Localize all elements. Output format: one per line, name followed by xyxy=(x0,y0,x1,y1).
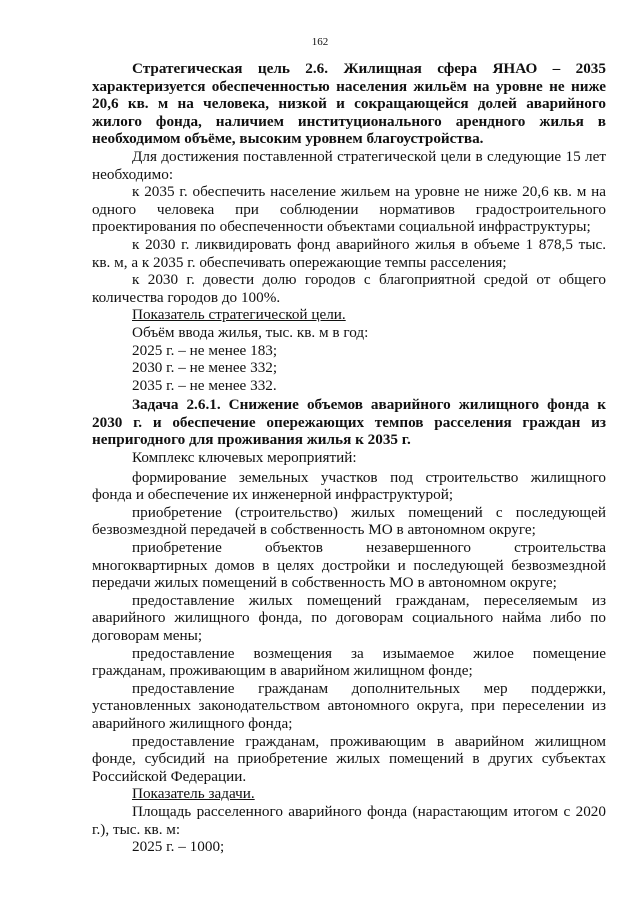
strategic-goal-lead: Стратегическая цель 2.6. Жилищная сфера ЯНАО – 2035 xyxy=(132,60,606,77)
strategic-indicator-metric: Объём ввода жилья, тыс. кв. м в год: xyxy=(132,323,369,341)
goal-item: к 2030 г. довести долю городов с благоприятной средой от общего количества городов до 100%. xyxy=(92,271,606,306)
strategic-goal-paragraph xyxy=(92,60,606,148)
strategic-goal-text: характеризуется обеспеченностью населения жильём на уровне не ниже 20,6 кв. м на человека, низкой и сокращающейся долей аварийного жилого фонда, наличием институционального арендного жилья в необходимом объёме, высоким уровнем благоустройства. xyxy=(92,77,606,148)
measures-title: Комплекс ключевых мероприятий: xyxy=(132,449,357,467)
indicator-value: 2035 г. – не менее 332. xyxy=(132,376,277,394)
measure-item: формирование земельных участков под строительство жилищного фонда и обеспечение их инженерной инфраструктурой; xyxy=(92,468,606,504)
task-indicator-metric: Площадь расселенного аварийного фонда (нарастающим итогом с 2020 г.), тыс. кв. м: xyxy=(92,802,606,838)
indicator-value: 2030 г. – не менее 332; xyxy=(132,359,278,377)
intro-paragraph: Для достижения поставленной стратегической цели в следующие 15 лет необходимо: xyxy=(92,147,606,183)
task-indicator-title: Показатель задачи. xyxy=(132,785,255,803)
measure-item: предоставление гражданам дополнительных мер поддержки, установленных законодательством автономного округа, при переселении из аварийного жилищного фонда; xyxy=(92,679,606,732)
measure-item: приобретение объектов незавершенного строительства многоквартирных домов в целях достройки и последующей безвозмездной передачи жилых помещений в собственность МО в автономном округе; xyxy=(92,539,606,592)
measure-item: приобретение (строительство) жилых помещений с последующей безвозмездной передачей в собственность МО в автономном округе; xyxy=(92,503,606,539)
page-number: 162 xyxy=(311,36,329,48)
measure-item: предоставление гражданам, проживающим в аварийном жилищном фонде, субсидий на приобретение жилых помещений в других субъектах Российской Федерации. xyxy=(92,732,606,785)
goal-item: к 2035 г. обеспечить население жильем на уровне не ниже 20,6 кв. м на одного человека при соблюдении нормативов градостроительного проектирования по обеспеченности объектами социальной инфраструктуры; xyxy=(92,183,606,236)
measure-item: предоставление жилых помещений гражданам, переселяемым из аварийного жилищного фонда, по договорам социального найма либо по договорам мены; xyxy=(92,591,606,644)
page-content xyxy=(92,60,606,856)
task-indicator-value: 2025 г. – 1000; xyxy=(132,838,225,856)
strategic-indicator-title: Показатель стратегической цели. xyxy=(132,306,346,324)
measure-item: предоставление возмещения за изымаемое жилое помещение гражданам, проживающим в аварийном жилищном фонде; xyxy=(92,644,606,680)
task-title: Задача 2.6.1. Снижение объемов аварийного жилищного фонда к 2030 г. и обеспечение опережающих темпов расселения граждан из непригодного для проживания жилья к 2035 г. xyxy=(92,396,606,449)
indicator-value: 2025 г. – не менее 183; xyxy=(132,341,278,359)
goal-item: к 2030 г. ликвидировать фонд аварийного жилья в объеме 1 878,5 тыс. кв. м, а к 2035 г. обеспечивать опережающие темпы расселения; xyxy=(92,235,606,271)
